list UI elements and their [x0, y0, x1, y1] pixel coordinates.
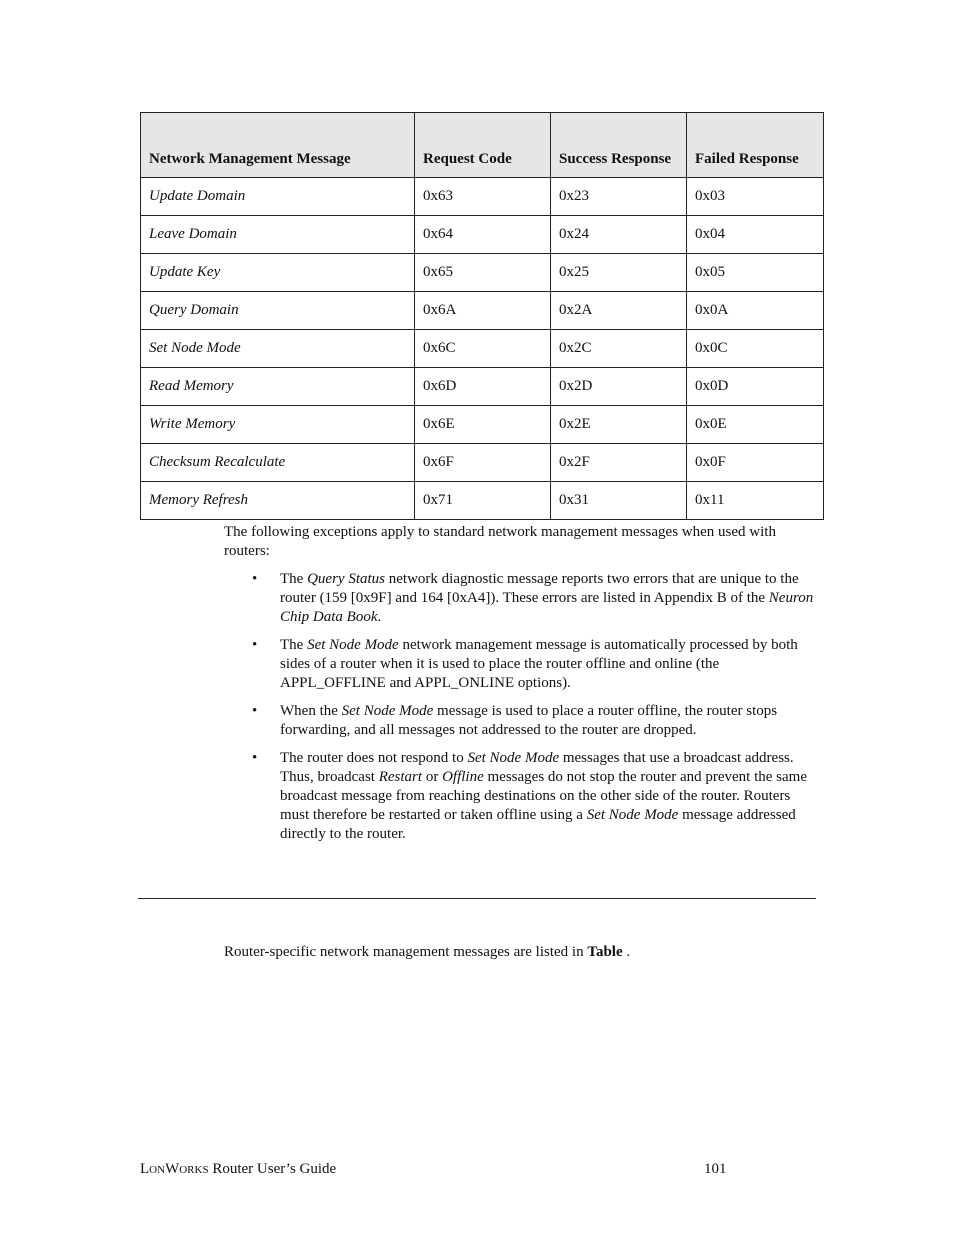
message-name-cell: Write Memory — [141, 406, 415, 444]
table-row — [141, 368, 824, 406]
bullet-icon: • — [252, 750, 258, 766]
message-name-cell: Memory Refresh — [141, 482, 415, 520]
request-code-cell: 0x6A — [415, 292, 551, 330]
header-failed-response: Failed Response — [687, 113, 824, 178]
table-row — [141, 482, 824, 520]
exceptions-list — [224, 570, 819, 853]
success-response-cell: 0x2A — [551, 292, 687, 330]
request-code-cell: 0x6C — [415, 330, 551, 368]
message-code-table — [140, 112, 824, 520]
failed-response-cell: 0x0D — [687, 368, 824, 406]
failed-response-cell: 0x0E — [687, 406, 824, 444]
list-item: • When the Set Node Mode message is used to place a router offline, the router stops forwarding, and all messages not addressed to the router are dropped. — [252, 703, 778, 738]
success-response-cell: 0x2D — [551, 368, 687, 406]
bullet-icon: • — [252, 703, 258, 719]
request-code-cell: 0x6E — [415, 406, 551, 444]
success-response-cell: 0x23 — [551, 178, 687, 216]
success-response-cell: 0x2E — [551, 406, 687, 444]
router-specific-paragraph: Router-specific network management messages are listed in Table . — [224, 944, 631, 960]
table-row — [141, 216, 824, 254]
section-divider — [138, 898, 816, 899]
message-name-cell: Set Node Mode — [141, 330, 415, 368]
table-row — [141, 178, 824, 216]
neuron-chip-data-book-title: Neuron Chip Data Book — [280, 590, 814, 625]
success-response-cell: 0x31 — [551, 482, 687, 520]
failed-response-cell: 0x11 — [687, 482, 824, 520]
success-response-cell: 0x25 — [551, 254, 687, 292]
exceptions-intro-paragraph: The following exceptions apply to standard network management messages when used with routers: — [224, 524, 776, 559]
footer-guide-title: LONWORKS Router User’s Guide — [140, 1161, 337, 1177]
message-name-cell: Update Key — [141, 254, 415, 292]
set-node-mode-term: Set Node Mode — [586, 807, 679, 823]
table-header-row — [141, 113, 824, 178]
restart-term: Restart — [378, 769, 423, 785]
set-node-mode-term: Set Node Mode — [341, 703, 434, 719]
message-name-cell: Update Domain — [141, 178, 415, 216]
failed-response-cell: 0x0F — [687, 444, 824, 482]
table-reference-link[interactable]: Table — [587, 944, 623, 960]
header-success-response: Success Response — [551, 113, 687, 178]
table-row — [141, 406, 824, 444]
request-code-cell: 0x63 — [415, 178, 551, 216]
message-name-cell: Checksum Recalculate — [141, 444, 415, 482]
list-item: • The router does not respond to Set Node Mode messages that use a broadcast address. Thus, broadcast Restart or Offline messages do not stop the router and prevent the same broadcast message from reaching destinations on the other side of the router. Routers must therefore be restarted or taken offline using a Set Node Mode message addressed directly to the router. — [252, 750, 807, 842]
set-node-mode-term: Set Node Mode — [467, 750, 560, 766]
header-request-code: Request Code — [415, 113, 551, 178]
message-name-cell: Leave Domain — [141, 216, 415, 254]
bullet-icon: • — [252, 571, 258, 587]
message-name-cell: Query Domain — [141, 292, 415, 330]
success-response-cell: 0x2C — [551, 330, 687, 368]
set-node-mode-term: Set Node Mode — [307, 637, 399, 653]
failed-response-cell: 0x05 — [687, 254, 824, 292]
table-row — [141, 444, 824, 482]
message-name-cell: Read Memory — [141, 368, 415, 406]
request-code-cell: 0x71 — [415, 482, 551, 520]
request-code-cell: 0x6D — [415, 368, 551, 406]
list-item: • The Query Status network diagnostic message reports two errors that are unique to the router (159 [0x9F] and 164 [0xA4]). These errors are listed in Appendix B of the Neuron Chip Data Book. — [252, 571, 814, 625]
offline-term: Offline — [442, 769, 484, 785]
success-response-cell: 0x24 — [551, 216, 687, 254]
list-item: • The Set Node Mode network management message is automatically processed by both sides of a router when it is used to place the router offline and online (the APPL_OFFLINE and APPL_ONLINE options). — [252, 637, 798, 691]
failed-response-cell: 0x0C — [687, 330, 824, 368]
header-network-management-message: Network Management Message — [141, 113, 415, 178]
query-status-term: Query Status — [307, 571, 385, 587]
failed-response-cell: 0x0A — [687, 292, 824, 330]
failed-response-cell: 0x03 — [687, 178, 824, 216]
table-row — [141, 254, 824, 292]
failed-response-cell: 0x04 — [687, 216, 824, 254]
table-row — [141, 292, 824, 330]
request-code-cell: 0x65 — [415, 254, 551, 292]
table-row — [141, 330, 824, 368]
page-number: 101 — [704, 1161, 727, 1177]
bullet-icon: • — [252, 637, 258, 653]
request-code-cell: 0x64 — [415, 216, 551, 254]
request-code-cell: 0x6F — [415, 444, 551, 482]
success-response-cell: 0x2F — [551, 444, 687, 482]
